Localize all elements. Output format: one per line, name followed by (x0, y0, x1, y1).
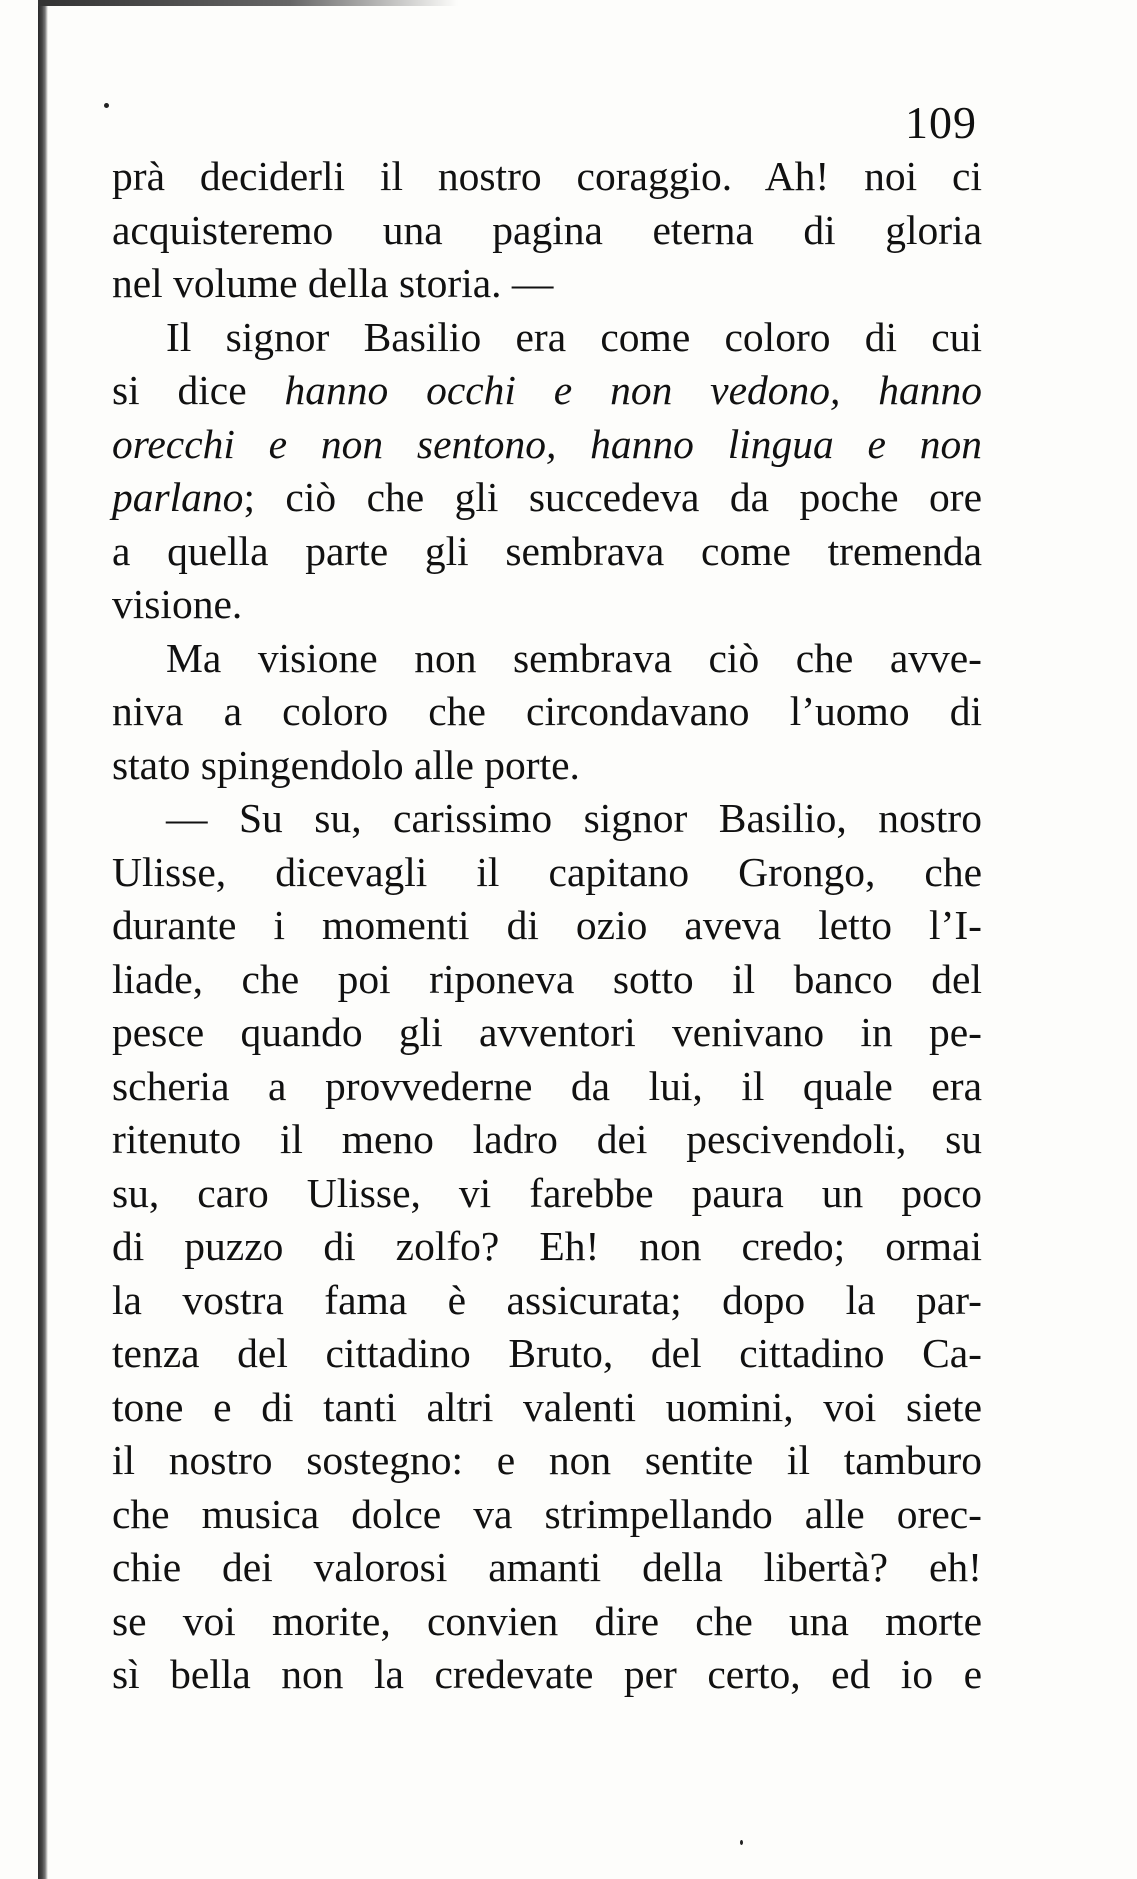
text-line: la vostra fama è assicurata; dopo la par- (112, 1276, 982, 1323)
text-line: scheria a provvederne da lui, il quale era (112, 1062, 982, 1109)
text-line: Ulisse, dicevagli il capitano Grongo, che (112, 848, 982, 895)
page-number: 109 (905, 97, 977, 148)
text-line: acquisteremo una pagina eterna di gloria (112, 206, 982, 253)
text-line: se voi morite, convien dire che una morte (112, 1597, 982, 1644)
text-line (112, 418, 982, 472)
text-line: il nostro sostegno: e non sentite il tamburo (112, 1437, 982, 1483)
text-line: liade, che poi riponeva sotto il banco del (112, 955, 982, 1002)
text-line: sì bella non la credevate per certo, ed io e (112, 1651, 982, 1697)
text-line: prà deciderli il nostro coraggio. Ah! noi ci (112, 153, 982, 199)
text-line: pesce quando gli avventori venivano in pe- (112, 1009, 982, 1055)
text-line: stato spingendolo alle porte. (112, 741, 580, 788)
text-line: nel volume della storia. — (112, 260, 554, 306)
text-line: — Su su, carissimo signor Basilio, nostro (166, 795, 982, 841)
text-line: ritenuto il meno ladro dei pescivendoli, su (112, 1116, 982, 1162)
page-top-edge (38, 0, 458, 6)
scan-speck (740, 1840, 743, 1845)
text-line: visione. (112, 581, 243, 627)
text-line: tone e di tanti altri valenti uomini, voi siete (112, 1383, 982, 1430)
text-line: che musica dolce va strimpellando alle orec- (112, 1490, 982, 1537)
text-line: di puzzo di zolfo? Eh! non credo; ormai (112, 1223, 982, 1269)
text-line: chie dei valorosi amanti della libertà? eh! (112, 1544, 982, 1590)
text-line (112, 471, 982, 525)
text-line: tenza del cittadino Bruto, del cittadino Ca- (112, 1330, 982, 1376)
body-text (112, 150, 982, 1702)
text-segment: ; ciò che gli succedeva da poche ore (243, 474, 982, 520)
scan-speck (104, 103, 109, 108)
text-line (112, 364, 982, 418)
page-binding-edge (38, 0, 48, 1879)
text-line: durante i momenti di ozio aveva letto l’I- (112, 902, 982, 948)
text-line: a quella parte gli sembrava come tremenda (112, 527, 982, 574)
italic-segment: hanno occhi e non vedono, hanno (284, 367, 982, 413)
text-segment: si dice (112, 367, 285, 413)
italic-segment: parlano (112, 474, 244, 520)
text-line: su, caro Ulisse, vi farebbe paura un poco (112, 1169, 982, 1216)
text-line: Ma visione non sembrava ciò che avve- (166, 634, 982, 681)
text-line: niva a coloro che circondavano l’uomo di (112, 688, 982, 734)
italic-segment: orecchi e non sentono, hanno lingua e non (112, 420, 982, 467)
text-line: Il signor Basilio era come coloro di cui (166, 313, 982, 360)
